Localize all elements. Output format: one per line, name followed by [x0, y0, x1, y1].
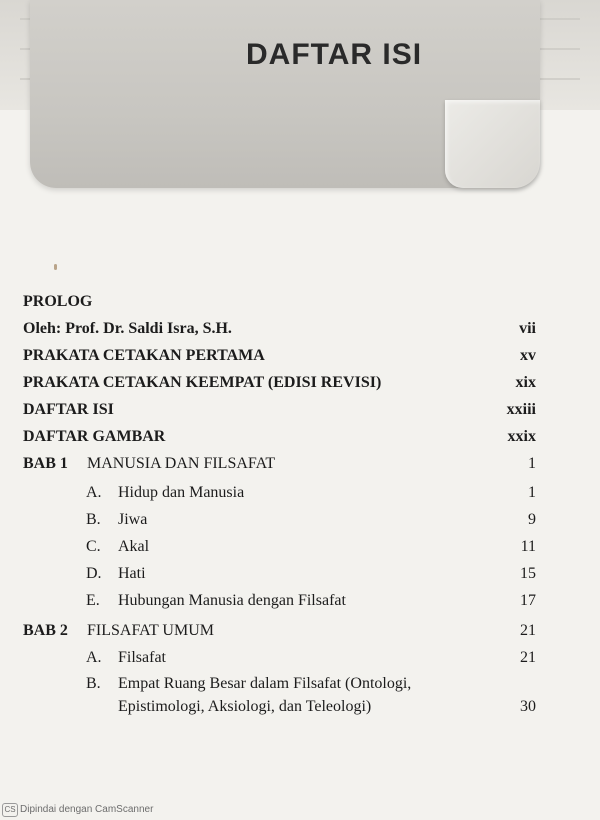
- section-title: Filsafat: [118, 649, 166, 666]
- toc-entry-page: xxiii: [506, 401, 536, 418]
- chapter-title: FILSAFAT UMUM: [87, 622, 214, 639]
- chapter-label: BAB 1: [23, 455, 68, 472]
- toc-entry-page: xv: [520, 347, 536, 364]
- chapter-label: BAB 2: [23, 622, 68, 639]
- chapter-title: MANUSIA DAN FILSAFAT: [87, 455, 276, 472]
- section-label: A.: [86, 649, 102, 666]
- section-label: E.: [86, 592, 100, 609]
- section-title: Hati: [118, 565, 146, 582]
- section-label: B.: [86, 675, 101, 692]
- toc-entry-title: PROLOG: [23, 293, 93, 310]
- toc-entry-title: DAFTAR ISI: [23, 401, 114, 418]
- section-title: Empat Ruang Besar dalam Filsafat (Ontologi,: [118, 675, 412, 692]
- section-title: Jiwa: [118, 511, 148, 528]
- section-label: B.: [86, 511, 101, 528]
- section-page: 30: [520, 698, 536, 715]
- section-page: 17: [520, 592, 536, 609]
- section-title: Hidup dan Manusia: [118, 484, 245, 501]
- section-page: 21: [520, 649, 536, 666]
- toc-entry-page: xix: [515, 374, 536, 391]
- scanner-footer: [0, 801, 600, 820]
- camscanner-logo: CS: [2, 803, 18, 817]
- toc-entry-title: DAFTAR GAMBAR: [23, 428, 166, 445]
- section-title: Hubungan Manusia dengan Filsafat: [118, 592, 346, 609]
- page-title: DAFTAR ISI: [246, 38, 423, 71]
- chapter-page: 21: [520, 622, 536, 639]
- toc-entry-page: vii: [519, 320, 536, 337]
- section-page: 1: [528, 484, 536, 501]
- toc-entry-title: PRAKATA CETAKAN PERTAMA: [23, 347, 265, 364]
- section-page: 9: [528, 511, 536, 528]
- toc-entry-title: PRAKATA CETAKAN KEEMPAT (EDISI REVISI): [23, 374, 382, 391]
- toc-entry-page: xxix: [507, 428, 536, 445]
- section-label: C.: [86, 538, 101, 555]
- section-title-continuation: Epistimologi, Aksiologi, dan Teleologi): [118, 698, 372, 715]
- scanner-label: Dipindai dengan CamScanner: [20, 804, 154, 815]
- section-label: A.: [86, 484, 102, 501]
- section-label: D.: [86, 565, 102, 582]
- section-page: 15: [520, 565, 536, 582]
- section-title: Akal: [118, 538, 150, 555]
- section-page: 11: [520, 538, 536, 555]
- chapter-page: 1: [528, 455, 536, 472]
- toc-entry-title: Oleh: Prof. Dr. Saldi Isra, S.H.: [23, 320, 232, 337]
